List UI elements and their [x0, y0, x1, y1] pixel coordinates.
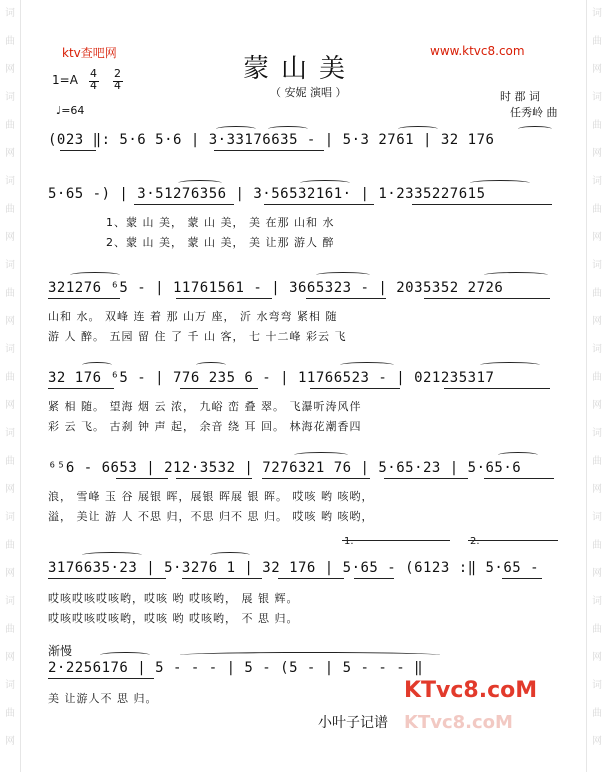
underline: [306, 298, 386, 299]
volta-2-label: 2.: [470, 536, 480, 547]
slur: [216, 126, 256, 132]
watermark-char: 网: [592, 64, 602, 75]
watermark-char: 曲: [5, 540, 15, 551]
watermark-char: 曲: [592, 204, 602, 215]
underline: [310, 388, 400, 389]
meter-a-top: 4: [90, 67, 97, 80]
slur: [178, 180, 222, 186]
watermark-char: 网: [592, 484, 602, 495]
key-signature: 1=A: [52, 73, 78, 87]
watermark-char: 词: [592, 512, 602, 523]
score-line-2: 5·65 -) | 3·51276356 | 3·56532161· | 1·2335227615: [48, 186, 486, 202]
watermark-char: 词: [592, 92, 602, 103]
slur: [518, 126, 552, 132]
watermark-char: 词: [5, 260, 15, 271]
volta-2-bracket: [468, 540, 558, 541]
watermark-char: 网: [592, 316, 602, 327]
underline: [354, 578, 394, 579]
underline: [116, 478, 168, 479]
watermark-char: 词: [5, 428, 15, 439]
slur: [300, 180, 350, 186]
watermark-char: 网: [5, 316, 15, 327]
score-line-7: 2·2256176 | 5 - - - | 5 - (5 - | 5 - - - ‖: [48, 660, 424, 676]
slur: [498, 452, 538, 458]
underline: [180, 388, 258, 389]
watermark-char: 词: [592, 260, 602, 271]
underline: [444, 388, 550, 389]
underline: [48, 678, 154, 679]
watermark-char: 词: [5, 680, 15, 691]
watermark-char: 曲: [5, 120, 15, 131]
watermark-char: 曲: [5, 36, 15, 47]
score-line-6: 3176635·23 | 5·3276 1 | 32 176 | 5·65 - (6123 :‖ 5·65 -: [48, 560, 540, 576]
watermark-char: 词: [592, 596, 602, 607]
slur: [340, 362, 394, 368]
watermark-char: 网: [592, 400, 602, 411]
underline: [48, 578, 166, 579]
meter-divider-b: [113, 81, 123, 82]
underline: [214, 150, 324, 151]
underline: [278, 578, 344, 579]
slur: [196, 362, 226, 368]
watermark-char: 网: [5, 736, 15, 747]
slur: [294, 452, 348, 458]
meter-a-bottom: 4: [90, 79, 97, 92]
underline: [502, 578, 542, 579]
ktv-site-label[interactable]: ktv查吧网: [62, 46, 117, 60]
watermark-char: 词: [592, 428, 602, 439]
lyric-line-2-verse-2: 2、蒙 山 美， 蒙 山 美， 美 让那 游人 醉: [106, 236, 335, 249]
score-line-1: (023 ‖: 5·6 5·6 | 3·33176635 - | 5·3 2761 | 32 176: [48, 132, 495, 148]
left-watermark-column: [0, 0, 21, 772]
lyric-line-5-verse-2: 溢， 美让 游 人 不思 归，不思 归不 思 归。 哎咳 哟 咳哟，: [48, 510, 374, 523]
watermark-char: 词: [592, 176, 602, 187]
underline: [262, 478, 370, 479]
underline: [48, 298, 120, 299]
time-signature: [90, 68, 97, 92]
watermark-char: 曲: [592, 708, 602, 719]
right-watermark-column: [586, 0, 607, 772]
composer-credit: 任秀岭 曲: [510, 106, 558, 119]
watermark-char: 曲: [592, 456, 602, 467]
tempo-instruction: 渐慢: [48, 644, 73, 658]
slur: [470, 180, 530, 186]
meter-b-bottom: 4: [114, 79, 121, 92]
meter-divider-a: [89, 81, 99, 82]
ktvc8-logo: KTvc8.coM: [404, 678, 538, 703]
volta-1-label: 1.: [344, 536, 354, 547]
lyric-line-6-verse-2: 哎咳哎咳哎咳哟，哎咳 哟 哎咳哟， 不 思 归。: [48, 612, 299, 625]
volta-1-bracket: [342, 540, 450, 541]
underline: [412, 204, 552, 205]
underline: [176, 478, 252, 479]
slur: [268, 126, 308, 132]
watermark-char: 曲: [5, 288, 15, 299]
tempo-mark: ♩=64: [56, 104, 85, 117]
lyric-line-4-verse-1: 紧 相 随。 望海 烟 云 浓， 九峪 峦 叠 翠。 飞瀑听涛风伴: [48, 400, 362, 413]
score-line-4: 32 176 ⁶5 - | 776 235 6 - | 11766523 - | 021235317: [48, 370, 495, 386]
watermark-char: 曲: [592, 288, 602, 299]
watermark-char: 网: [5, 568, 15, 579]
watermark-char: 曲: [5, 204, 15, 215]
watermark-char: 曲: [5, 372, 15, 383]
underline: [48, 388, 114, 389]
slur: [70, 272, 120, 278]
slur: [210, 552, 250, 558]
lyric-line-2-verse-1: 1、蒙 山 美， 蒙 山 美， 美 在那 山和 水: [106, 216, 335, 229]
watermark-char: 曲: [592, 372, 602, 383]
underline: [484, 478, 554, 479]
underline: [176, 298, 272, 299]
watermark-char: 曲: [592, 36, 602, 47]
lyric-line-7: 美 让游人不 思 归。: [48, 692, 158, 705]
watermark-char: 曲: [5, 708, 15, 719]
watermark-char: 词: [5, 8, 15, 19]
transcriber-credit: 小叶子记谱: [318, 715, 388, 731]
watermark-char: 词: [592, 344, 602, 355]
watermark-char: 网: [5, 400, 15, 411]
slur: [82, 552, 142, 558]
lyric-line-6-verse-1: 哎咳哎咳哎咳哟，哎咳 哟 哎咳哟， 展 银 辉。: [48, 592, 299, 605]
underline: [424, 298, 550, 299]
slur: [398, 126, 438, 132]
watermark-char: 曲: [592, 120, 602, 131]
lyricist-credit: 时 郡 词: [500, 90, 540, 103]
watermark-char: 曲: [5, 456, 15, 467]
underline: [134, 204, 234, 205]
score-line-5: ⁶⁵6 - 6653 | 212·3532 | 7276321 76 | 5·65·23 | 5·65·6: [48, 460, 522, 476]
watermark-char: 词: [592, 8, 602, 19]
song-title: 蒙山美: [243, 54, 358, 84]
underline: [60, 150, 96, 151]
slur: [480, 362, 540, 368]
time-signature-alt: [114, 68, 121, 92]
lyric-line-3-verse-2: 游 人 醉。 五园 留 住 了 千 山 客， 七 十二峰 彩云 飞: [48, 330, 347, 343]
watermark-char: 词: [592, 680, 602, 691]
site-url[interactable]: www.ktvc8.com: [430, 44, 525, 58]
lyric-line-3-verse-1: 山和 水。 双峰 连 着 那 山万 座， 沂 水弯弯 紧相 随: [48, 310, 338, 323]
slur: [484, 272, 548, 278]
watermark-char: 词: [5, 344, 15, 355]
watermark-char: 网: [5, 64, 15, 75]
watermark-char: 网: [592, 652, 602, 663]
underline: [264, 204, 374, 205]
underline: [384, 478, 468, 479]
lyric-line-5-verse-1: 浪， 雪峰 玉 谷 展银 晖，展银 晖展 银 晖。 哎咳 哟 咳哟，: [48, 490, 374, 503]
slur: [316, 272, 370, 278]
watermark-char: 网: [592, 232, 602, 243]
watermark-char: 词: [5, 92, 15, 103]
watermark-char: 词: [5, 176, 15, 187]
slur: [100, 652, 150, 658]
slur: [82, 362, 112, 368]
score-line-3: 321276 ⁶5 - | 11761561 - | 3665323 - | 2035352 2726: [48, 280, 504, 296]
watermark-char: 网: [5, 484, 15, 495]
watermark-char: 网: [5, 652, 15, 663]
singer-credit: （ 安妮 演唱 ）: [270, 86, 347, 99]
watermark-char: 网: [592, 148, 602, 159]
watermark-char: 网: [592, 736, 602, 747]
watermark-char: 曲: [592, 624, 602, 635]
watermark-char: 词: [5, 596, 15, 607]
meter-b-top: 2: [114, 67, 121, 80]
watermark-char: 曲: [5, 624, 15, 635]
watermark-char: 网: [592, 568, 602, 579]
underline: [182, 578, 262, 579]
ktvc8-watermark: KTvc8.coM: [404, 712, 513, 733]
watermark-char: 词: [5, 512, 15, 523]
slur: [180, 652, 440, 658]
watermark-char: 曲: [592, 540, 602, 551]
lyric-line-4-verse-2: 彩 云 飞。 古刹 钟 声 起， 余音 绕 耳 回。 林海花潮香四: [48, 420, 362, 433]
watermark-char: 网: [5, 148, 15, 159]
watermark-char: 网: [5, 232, 15, 243]
